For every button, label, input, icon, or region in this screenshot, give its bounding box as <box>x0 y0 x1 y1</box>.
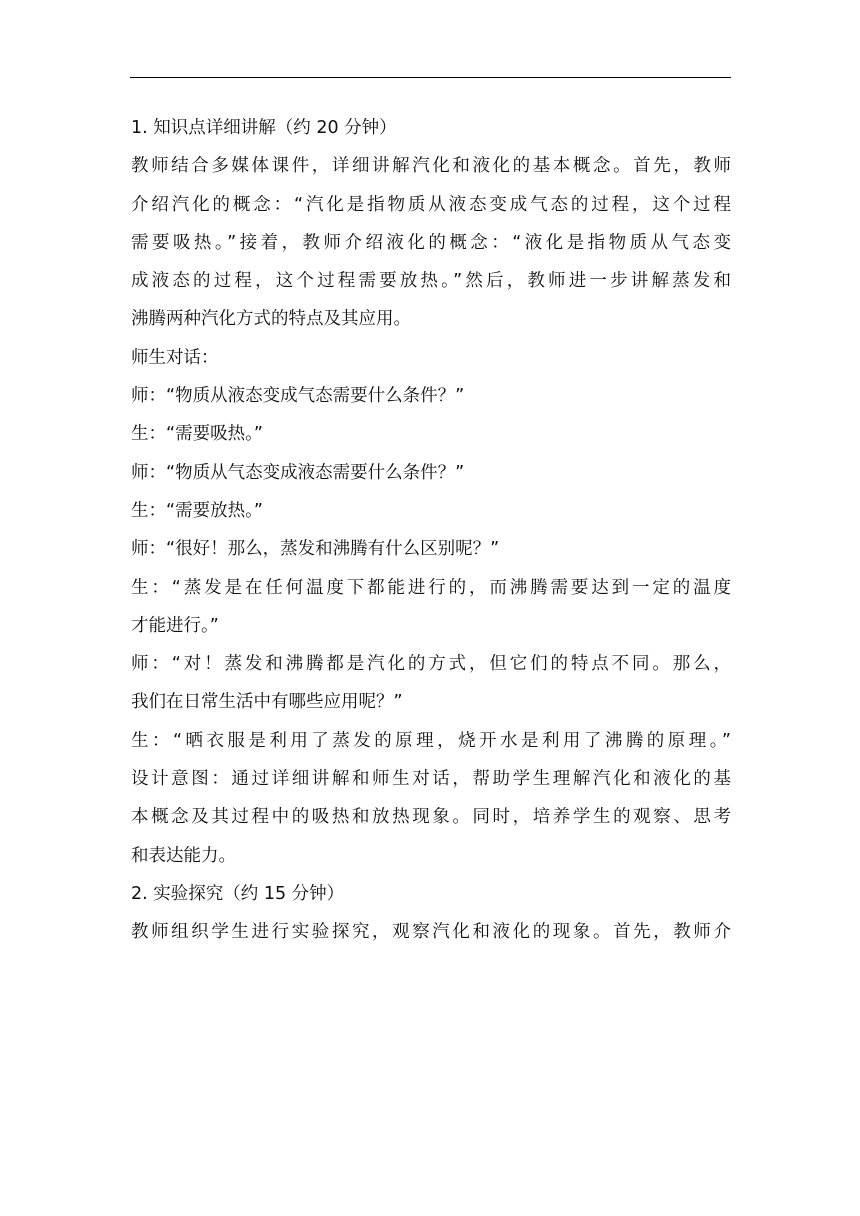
paragraph-line: 教师结合多媒体课件，详细讲解汽化和液化的基本概念。首先，教师 <box>131 156 731 177</box>
design-intent-line: 设计意图：通过详细讲解和师生对话，帮助学生理解汽化和液化的基 <box>131 769 731 790</box>
paragraph-line: 教师组织学生进行实验探究，观察汽化和液化的现象。首先，教师介 <box>131 922 731 943</box>
dialogue-line-student: 生：“晒衣服是利用了蒸发的原理，烧开水是利用了沸腾的原理。” <box>131 730 731 751</box>
dialogue-line-teacher: 我们在日常生活中有哪些应用呢？” <box>131 692 403 713</box>
section-heading-experiment: 2. 实验探究（约 15 分钟） <box>131 883 345 904</box>
design-intent-line: 和表达能力。 <box>131 845 236 866</box>
paragraph-line: 介绍汽化的概念：“汽化是指物质从液态变成气态的过程，这个过程 <box>131 194 731 215</box>
header-rule <box>130 77 731 78</box>
dialogue-label: 师生对话： <box>131 347 219 368</box>
design-intent-line: 本概念及其过程中的吸热和放热现象。同时，培养学生的观察、思考 <box>131 807 731 828</box>
dialogue-line-teacher: 师：“对！蒸发和沸腾都是汽化的方式，但它们的特点不同。那么， <box>131 654 731 675</box>
dialogue-line-student: 生：“需要放热。” <box>131 500 263 521</box>
dialogue-line-teacher: 师：“物质从液态变成气态需要什么条件？” <box>131 386 465 407</box>
section-heading-knowledge: 1. 知识点详细讲解（约 20 分钟） <box>131 118 397 138</box>
dialogue-line-student: 才能进行。” <box>131 615 219 636</box>
dialogue-line-teacher: 师：“很好！那么，蒸发和沸腾有什么区别呢？” <box>131 539 500 560</box>
paragraph-line: 成液态的过程，这个过程需要放热。”然后，教师进一步讲解蒸发和 <box>131 271 731 292</box>
paragraph-line: 沸腾两种汽化方式的特点及其应用。 <box>131 309 411 330</box>
dialogue-line-student: 生：“需要吸热。” <box>131 424 263 445</box>
document-body <box>131 109 731 952</box>
paragraph-line: 需要吸热。”接着，教师介绍液化的概念：“液化是指物质从气态变 <box>131 232 731 253</box>
dialogue-line-student: 生：“蒸发是在任何温度下都能进行的，而沸腾需要达到一定的温度 <box>131 577 731 598</box>
dialogue-line-teacher: 师：“物质从气态变成液态需要什么条件？” <box>131 462 465 483</box>
